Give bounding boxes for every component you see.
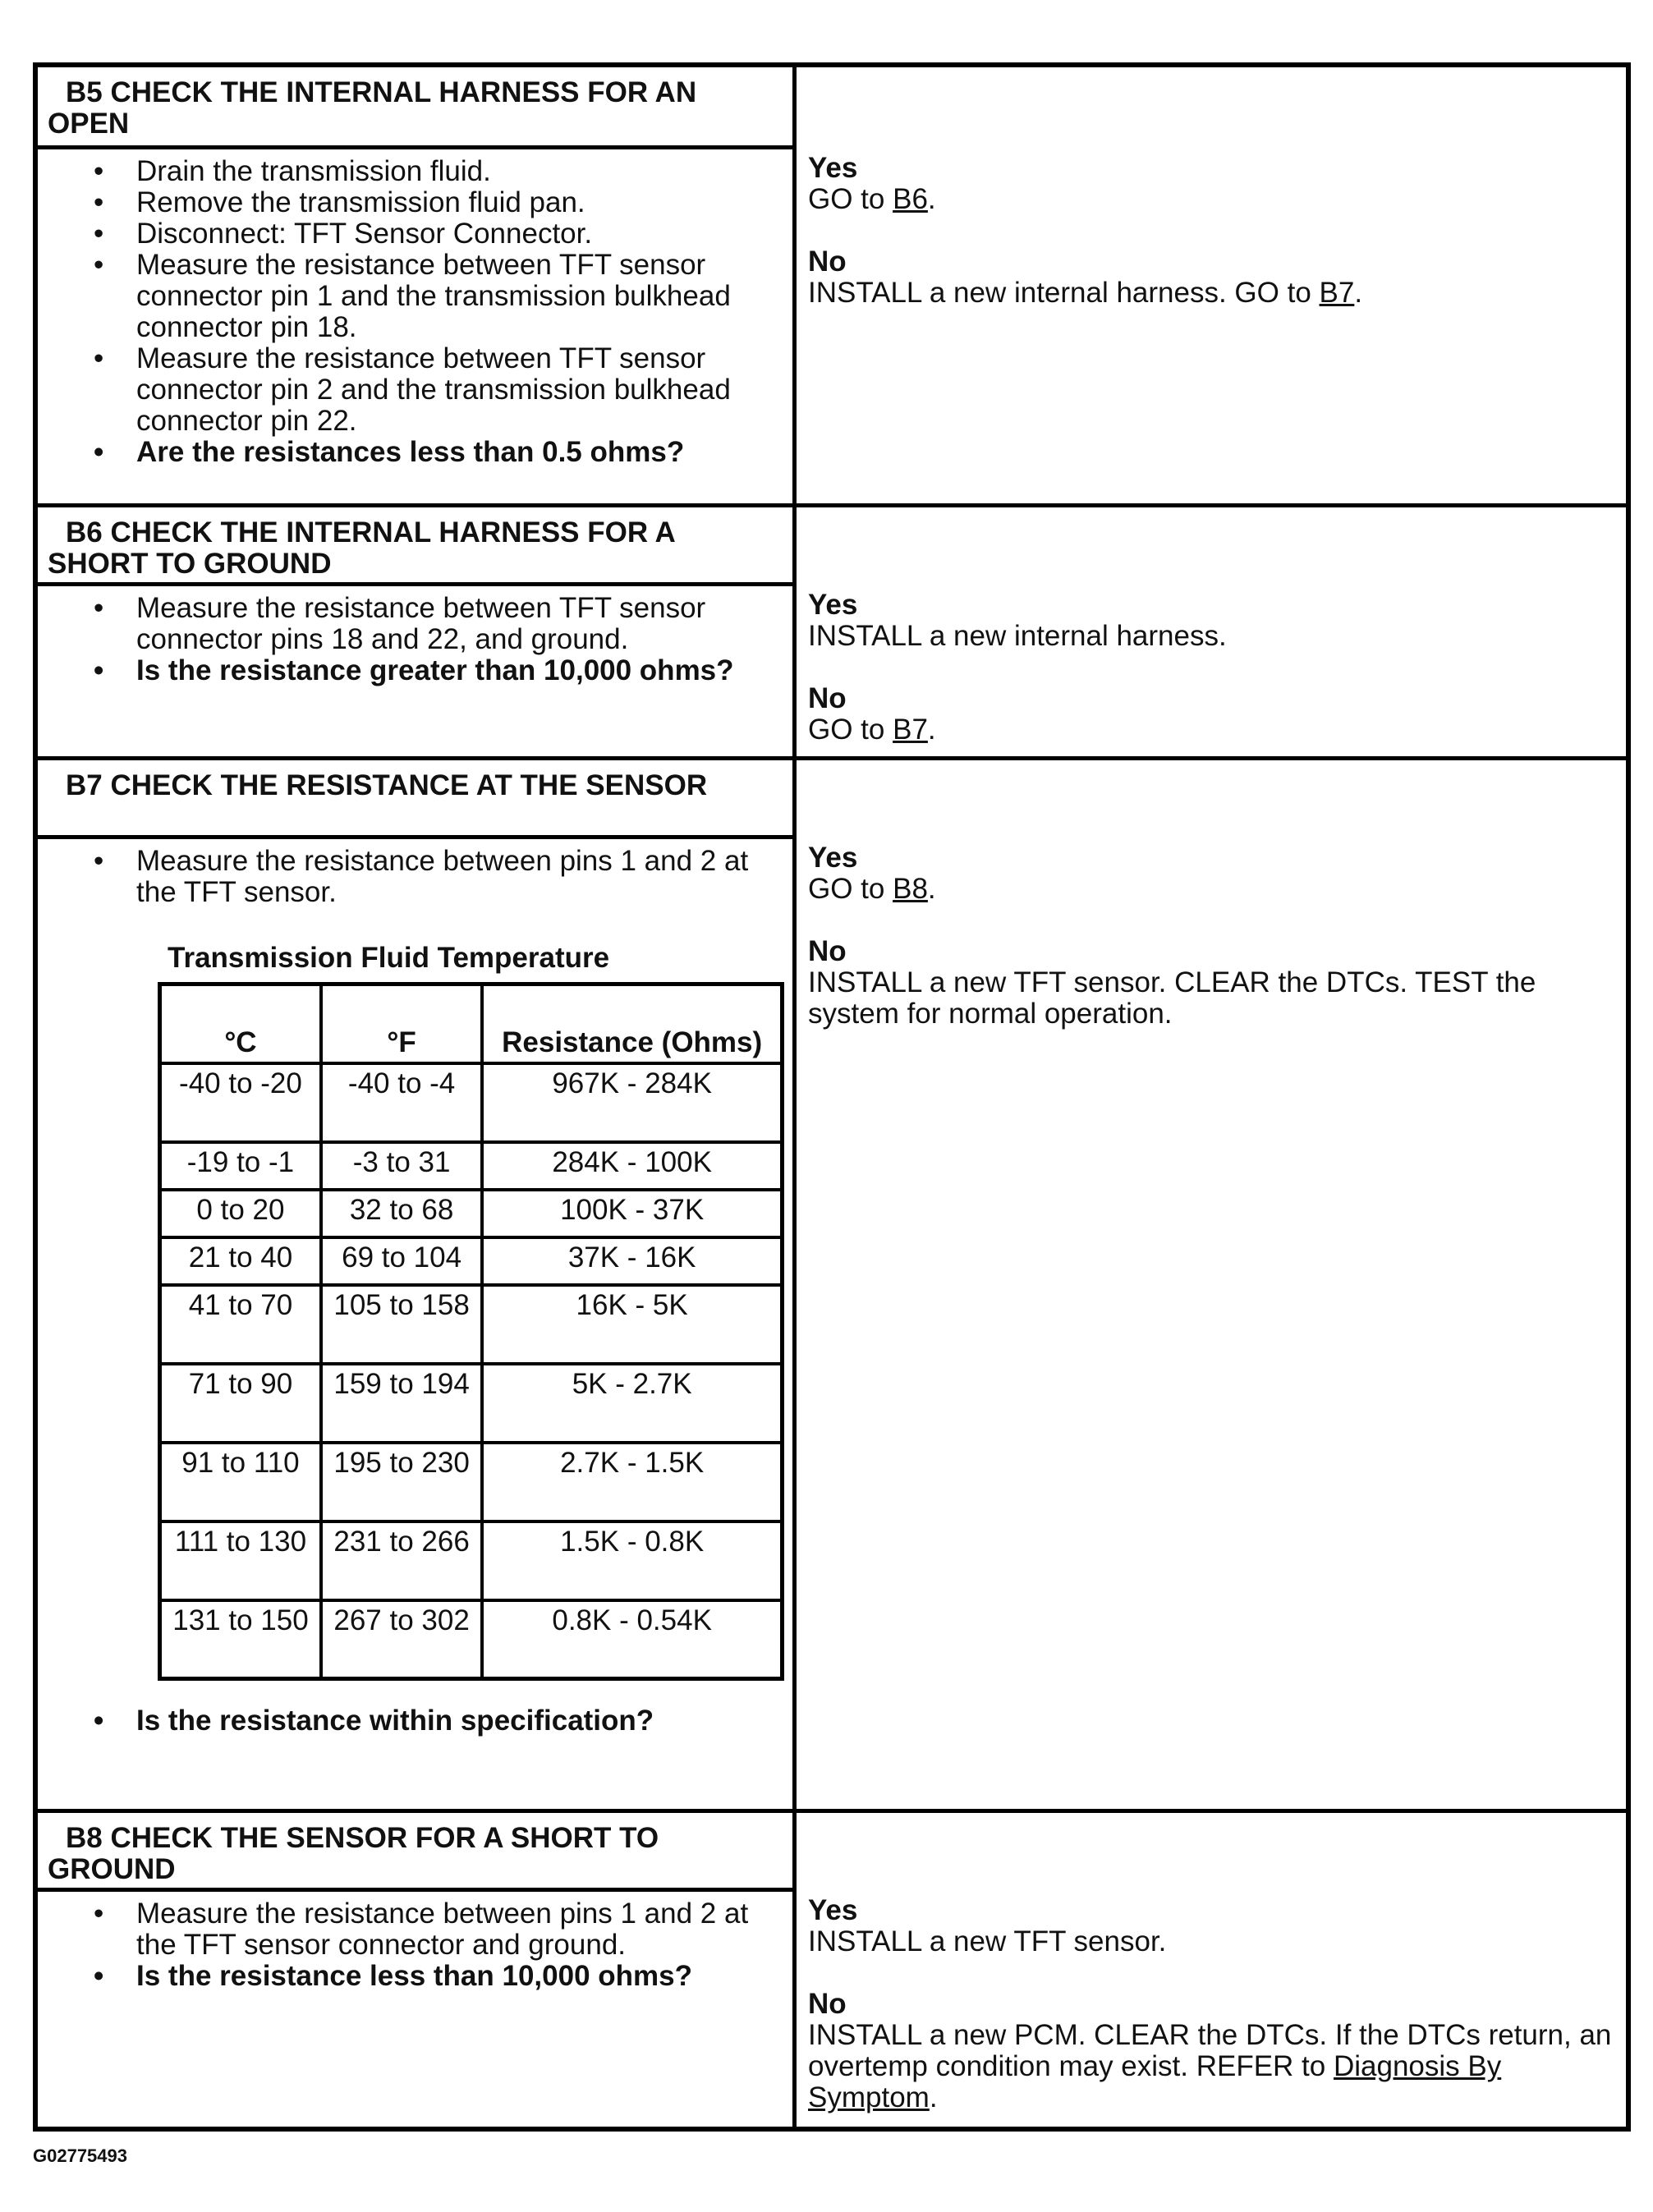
step-b5-header: B5 CHECK THE INTERNAL HARNESS FOR AN OPEN (38, 67, 792, 149)
col-header-fahrenheit: °F (321, 984, 482, 1063)
step-b6-body (38, 586, 792, 756)
tft-table-row (160, 1142, 783, 1190)
step-b6 (38, 507, 1626, 760)
tft-table-row (160, 1521, 783, 1600)
no-text: INSTALL a new internal harness. GO to (808, 277, 1320, 309)
step-b5-bullet: • Remove the transmission fluid pan. (136, 187, 784, 218)
link-b7[interactable]: B7 (1319, 277, 1355, 309)
cell-resistance: 37K - 16K (482, 1237, 782, 1285)
cell-fahrenheit: -3 to 31 (321, 1142, 482, 1190)
yes-action: INSTALL a new TFT sensor. (808, 1925, 1167, 1957)
step-b7-result (797, 760, 1626, 1809)
no-action: INSTALL a new TFT sensor. CLEAR the DTCs. TEST the system for normal operation. (808, 966, 1536, 1030)
no-action (808, 2020, 1614, 2113)
step-b8-body (38, 1892, 792, 2127)
no-period: . (1354, 277, 1363, 309)
yes-label: Yes (808, 842, 858, 874)
cell-celsius: -40 to -20 (160, 1063, 321, 1142)
tft-table-title: Transmission Fluid Temperature (168, 942, 610, 974)
cell-celsius: 21 to 40 (160, 1237, 321, 1285)
cell-resistance: 1.5K - 0.8K (482, 1521, 782, 1600)
yes-text: GO to (808, 183, 893, 215)
cell-celsius: 71 to 90 (160, 1364, 321, 1443)
no-label: No (808, 682, 847, 714)
tft-table-row (160, 1443, 783, 1521)
yes-label: Yes (808, 1894, 858, 1926)
tft-resistance-table (158, 982, 784, 1681)
tft-table-row (160, 1063, 783, 1142)
yes-label: Yes (808, 589, 858, 621)
figure-id: G02775493 (33, 2145, 127, 2166)
no-action (808, 278, 1614, 309)
cell-fahrenheit: 105 to 158 (321, 1285, 482, 1364)
step-b6-header: B6 CHECK THE INTERNAL HARNESS FOR A SHORT TO GROUND (38, 507, 792, 586)
step-b5-procedure (38, 67, 797, 503)
yes-action (808, 184, 1614, 215)
no-label: No (808, 246, 847, 278)
cell-fahrenheit: -40 to -4 (321, 1063, 482, 1142)
no-period: . (929, 2081, 938, 2113)
no-action (808, 714, 1614, 746)
link-b8[interactable]: B8 (893, 873, 928, 905)
step-b8-result (797, 1813, 1626, 2127)
step-b5-bullet: • Drain the transmission fluid. (136, 156, 784, 187)
tft-table-row (160, 1190, 783, 1237)
tft-table-row (160, 1364, 783, 1443)
step-b7-header: B7 CHECK THE RESISTANCE AT THE SENSOR (38, 760, 792, 839)
no-label: No (808, 1988, 847, 2020)
yes-text: GO to (808, 873, 893, 905)
step-b6-result (797, 507, 1626, 756)
cell-resistance: 967K - 284K (482, 1063, 782, 1142)
step-b8-bullet: • Measure the resistance between pins 1 and 2 at the TFT sensor connector and ground. (136, 1898, 784, 1961)
cell-celsius: 91 to 110 (160, 1443, 321, 1521)
tft-table-row (160, 1285, 783, 1364)
col-header-celsius: °C (160, 984, 321, 1063)
step-b7-bullet: • Measure the resistance between pins 1 and 2 at the TFT sensor. (136, 846, 784, 908)
cell-fahrenheit: 195 to 230 (321, 1443, 482, 1521)
cell-fahrenheit: 32 to 68 (321, 1190, 482, 1237)
step-b6-question: • Is the resistance greater than 10,000 ohms? (136, 655, 784, 686)
cell-celsius: 0 to 20 (160, 1190, 321, 1237)
cell-resistance: 2.7K - 1.5K (482, 1443, 782, 1521)
yes-label: Yes (808, 152, 858, 184)
tft-table-row (160, 1237, 783, 1285)
no-label: No (808, 935, 847, 967)
step-b8-header: B8 CHECK THE SENSOR FOR A SHORT TO GROUND (38, 1813, 792, 1892)
step-b7-question: • Is the resistance within specification? (136, 1705, 784, 1737)
link-b7[interactable]: B7 (893, 714, 928, 746)
step-b5-body (38, 149, 792, 503)
yes-period: . (927, 183, 936, 215)
cell-fahrenheit: 267 to 302 (321, 1600, 482, 1679)
cell-fahrenheit: 231 to 266 (321, 1521, 482, 1600)
step-b5-result (797, 67, 1626, 503)
cell-resistance: 5K - 2.7K (482, 1364, 782, 1443)
cell-fahrenheit: 159 to 194 (321, 1364, 482, 1443)
step-b7 (38, 760, 1626, 1813)
link-diagnosis-by-symptom[interactable]: Diagnosis By Symptom (808, 2050, 1502, 2113)
link-b6[interactable]: B6 (893, 183, 928, 215)
step-b5-bullet: • Measure the resistance between TFT sensor connector pin 1 and the transmission bulkhead connector pin 18. (136, 250, 784, 343)
cell-celsius: -19 to -1 (160, 1142, 321, 1190)
cell-resistance: 0.8K - 0.54K (482, 1600, 782, 1679)
col-header-resistance: Resistance (Ohms) (482, 984, 782, 1063)
step-b6-bullet: • Measure the resistance between TFT sensor connector pins 18 and 22, and ground. (136, 593, 784, 655)
step-b8 (38, 1813, 1626, 2127)
step-b7-procedure (38, 760, 797, 1809)
yes-action: INSTALL a new internal harness. (808, 620, 1227, 652)
yes-period: . (927, 873, 936, 905)
diagnostic-table (33, 62, 1631, 2132)
cell-resistance: 100K - 37K (482, 1190, 782, 1237)
step-b5-bullet: • Measure the resistance between TFT sensor connector pin 2 and the transmission bulkhead connector pin 22. (136, 343, 784, 437)
step-b8-question: • Is the resistance less than 10,000 ohms? (136, 1961, 784, 1992)
step-b8-procedure (38, 1813, 797, 2127)
tft-table-row (160, 1600, 783, 1679)
cell-celsius: 41 to 70 (160, 1285, 321, 1364)
no-period: . (927, 714, 936, 746)
step-b5-question: • Are the resistances less than 0.5 ohms? (136, 437, 784, 468)
step-b5-bullet: • Disconnect: TFT Sensor Connector. (136, 218, 784, 250)
cell-celsius: 111 to 130 (160, 1521, 321, 1600)
no-text: GO to (808, 714, 893, 746)
cell-resistance: 16K - 5K (482, 1285, 782, 1364)
cell-celsius: 131 to 150 (160, 1600, 321, 1679)
cell-fahrenheit: 69 to 104 (321, 1237, 482, 1285)
yes-action (808, 874, 1614, 905)
tft-table-body (160, 1063, 783, 1679)
no-text: INSTALL a new PCM. CLEAR the DTCs. If the DTCs return, an overtemp condition may exist. REFER to (808, 2019, 1612, 2082)
step-b7-body (38, 839, 792, 1809)
step-b6-procedure (38, 507, 797, 756)
cell-resistance: 284K - 100K (482, 1142, 782, 1190)
step-b5 (38, 67, 1626, 507)
